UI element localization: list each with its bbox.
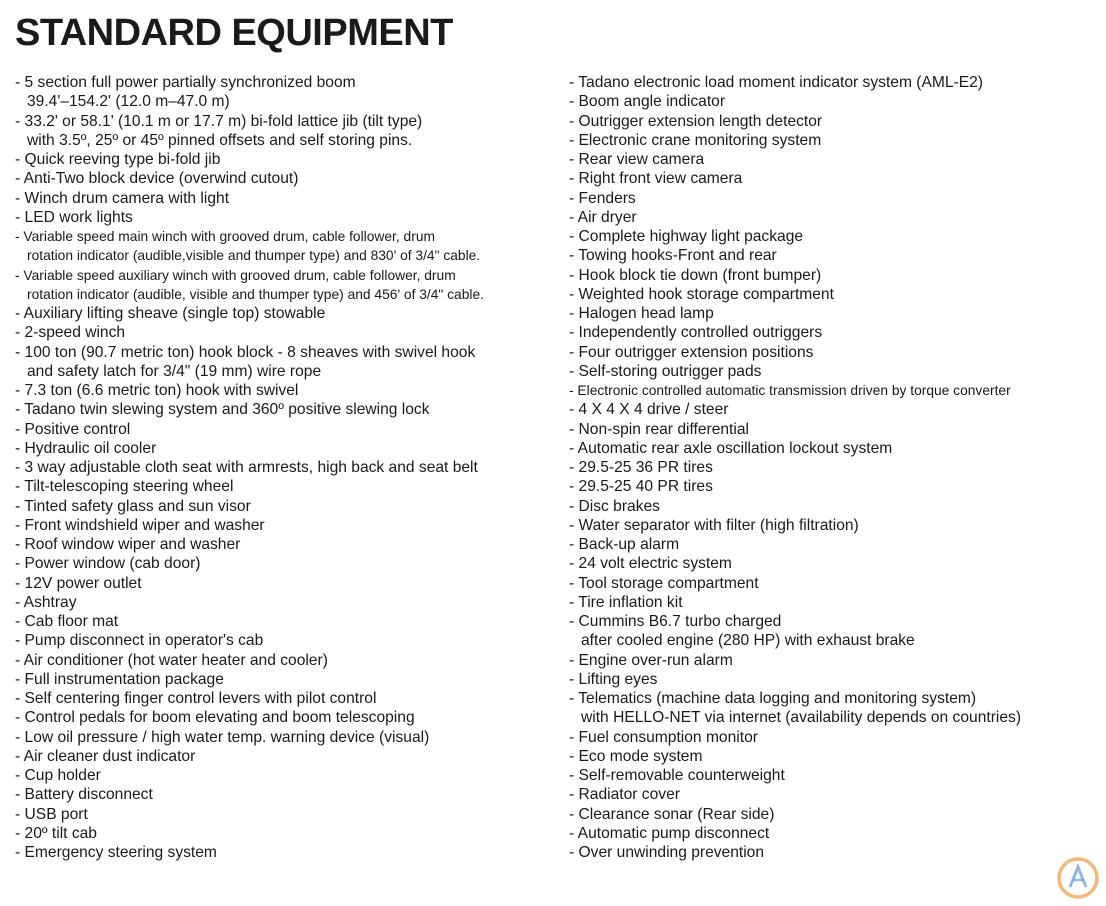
equipment-item-text: - Variable speed main winch with grooved drum, cable follower, drum: [15, 229, 435, 244]
equipment-list-item: [15, 304, 550, 323]
equipment-item-text: - LED work lights: [15, 208, 133, 226]
equipment-item-text: - Hydraulic oil cooler: [15, 439, 157, 457]
equipment-item-text: - 33.2' or 58.1' (10.1 m or 17.7 m) bi-fold lattice jib (tilt type): [15, 112, 423, 130]
equipment-list-item: [569, 477, 1099, 496]
equipment-list-item: [569, 420, 1099, 439]
right-equipment-list: [569, 73, 1099, 862]
equipment-list-item: [15, 497, 550, 516]
equipment-item-text: - Air dryer: [569, 208, 637, 226]
equipment-list-item: [15, 824, 550, 843]
equipment-item-text: - Cup holder: [15, 767, 101, 784]
equipment-list-item: [569, 439, 1099, 458]
left-equipment-list: [15, 73, 550, 862]
equipment-item-text: - Fenders: [569, 189, 636, 207]
equipment-item-text: - Fuel consumption monitor: [569, 728, 758, 746]
equipment-item-continuation: with 3.5º, 25º or 45º pinned offsets and self storing pins.: [27, 131, 413, 149]
equipment-item-text: - Tilt-telescoping steering wheel: [15, 478, 234, 496]
equipment-item-text: - Air cleaner dust indicator: [15, 747, 196, 765]
equipment-item-text: - Winch drum camera with light: [15, 189, 230, 207]
equipment-item-text: - Automatic pump disconnect: [569, 824, 770, 842]
equipment-item-text: - Power window (cab door): [15, 555, 201, 573]
equipment-item-text: - 3 way adjustable cloth seat with armrests, high back and seat belt: [15, 459, 478, 476]
equipment-item-text: - Tool storage compartment: [569, 574, 759, 592]
crane-network-logo-icon: [1056, 856, 1100, 900]
equipment-list-item: [569, 689, 1099, 728]
equipment-item-text: - 2-speed winch: [15, 324, 126, 342]
equipment-item-text: - 20º tilt cab: [15, 824, 97, 842]
equipment-list-item: [569, 728, 1099, 747]
equipment-item-text: - Back-up alarm: [569, 536, 680, 553]
equipment-item-text: - Hook block tie down (front bumper): [569, 266, 822, 284]
equipment-item-text: - Engine over-run alarm: [569, 651, 733, 669]
equipment-item-text: - Low oil pressure / high water temp. warning device (visual): [15, 728, 430, 746]
equipment-item-text: - Tadano twin slewing system and 360º positive slewing lock: [15, 401, 430, 419]
equipment-item-text: - 4 X 4 X 4 drive / steer: [569, 401, 729, 419]
equipment-list-item: [569, 343, 1099, 362]
equipment-list-item: [569, 785, 1099, 804]
equipment-item-text: - 24 volt electric system: [569, 555, 732, 573]
equipment-item-continuation: with HELLO-NET via internet (availability depends on countries): [581, 709, 1022, 727]
equipment-list-item: [15, 805, 550, 824]
equipment-list-item: [15, 112, 550, 151]
equipment-item-text: - Tire inflation kit: [569, 593, 683, 611]
equipment-list-item: [15, 150, 550, 169]
equipment-item-text: - Emergency steering system: [15, 844, 217, 861]
equipment-item-continuation: after cooled engine (280 HP) with exhaust brake: [581, 632, 915, 650]
equipment-item-text: - Independently controlled outriggers: [569, 324, 823, 342]
equipment-list-item: [569, 612, 1099, 651]
equipment-list-item: [15, 574, 550, 593]
equipment-item-continuation: 39.4'–154.2' (12.0 m–47.0 m): [27, 93, 230, 111]
equipment-item-text: - Self-removable counterweight: [569, 767, 785, 784]
equipment-item-text: - Halogen head lamp: [569, 305, 714, 322]
equipment-list-item: [15, 535, 550, 554]
equipment-list-item: [569, 593, 1099, 612]
equipment-list-item: [15, 554, 550, 573]
equipment-list-item: [15, 477, 550, 496]
equipment-item-text: - Radiator cover: [569, 786, 680, 804]
equipment-list-item: [569, 554, 1099, 573]
equipment-list-item: [569, 766, 1099, 785]
equipment-item-text: - Eco mode system: [569, 747, 703, 765]
equipment-list-item: [15, 208, 550, 227]
equipment-item-text: - Boom angle indicator: [569, 93, 726, 111]
equipment-list-item: [569, 516, 1099, 535]
equipment-list-item: [569, 304, 1099, 323]
equipment-item-text: - Electronic crane monitoring system: [569, 131, 822, 149]
equipment-item-text: - Tadano electronic load moment indicator system (AML-E2): [569, 74, 983, 91]
equipment-item-text: - Tinted safety glass and sun visor: [15, 497, 251, 515]
equipment-list-item: [15, 381, 550, 400]
equipment-item-text: - Disc brakes: [569, 497, 660, 515]
equipment-list-item: [569, 670, 1099, 689]
equipment-item-text: - 100 ton (90.7 metric ton) hook block - 8 sheaves with swivel hook: [15, 343, 476, 361]
equipment-item-text: - Four outrigger extension positions: [569, 343, 814, 361]
equipment-item-continuation: rotation indicator (audible,visible and thumper type) and 830' of 3/4" cable.: [27, 248, 481, 264]
equipment-item-text: - Air conditioner (hot water heater and cooler): [15, 651, 328, 669]
equipment-list-item: [15, 343, 550, 382]
equipment-list-item: [569, 285, 1099, 304]
equipment-list-item: [569, 92, 1099, 111]
equipment-list-item: [15, 785, 550, 804]
equipment-item-continuation: rotation indicator (audible, visible and thumper type) and 456' of 3/4" cable.: [27, 286, 484, 302]
equipment-list-item: [569, 574, 1099, 593]
equipment-item-text: - 7.3 ton (6.6 metric ton) hook with swivel: [15, 382, 299, 399]
equipment-item-text: - Right front view camera: [569, 170, 743, 188]
equipment-list-item: [569, 266, 1099, 285]
equipment-list-item: [569, 323, 1099, 342]
page-title: STANDARD EQUIPMENT: [15, 12, 453, 54]
equipment-item-text: - Auxiliary lifting sheave (single top) stowable: [15, 305, 326, 322]
equipment-list-item: [15, 458, 550, 477]
equipment-item-text: - Towing hooks-Front and rear: [569, 247, 777, 265]
equipment-item-text: - Positive control: [15, 420, 131, 438]
equipment-item-text: - 5 section full power partially synchronized boom: [15, 74, 356, 91]
equipment-list-item: [569, 497, 1099, 516]
equipment-list-item: [15, 766, 550, 785]
equipment-list-item: [569, 747, 1099, 766]
equipment-list-item: [15, 516, 550, 535]
equipment-item-continuation: and safety latch for 3/4" (19 mm) wire rope: [27, 362, 322, 380]
equipment-list-item: [569, 189, 1099, 208]
equipment-item-text: - Water separator with filter (high filtration): [569, 516, 859, 534]
equipment-list-item: [569, 169, 1099, 188]
equipment-list-item: [569, 824, 1099, 843]
equipment-item-text: - Control pedals for boom elevating and boom telescoping: [15, 709, 415, 727]
equipment-item-text: - 29.5-25 36 PR tires: [569, 459, 713, 476]
equipment-list-item: [569, 651, 1099, 670]
equipment-item-text: - Quick reeving type bi-fold jib: [15, 151, 221, 168]
equipment-item-text: - Cab floor mat: [15, 613, 119, 630]
equipment-list-item: [15, 73, 550, 112]
equipment-item-text: - Telematics (machine data logging and monitoring system): [569, 690, 977, 707]
equipment-item-text: - Pump disconnect in operator's cab: [15, 632, 264, 650]
equipment-item-text: - Ashtray: [15, 593, 77, 611]
equipment-list-item: [569, 150, 1099, 169]
equipment-list-item: [15, 651, 550, 670]
equipment-item-text: - 12V power outlet: [15, 574, 142, 592]
equipment-list-item: [569, 246, 1099, 265]
equipment-item-text: - Cummins B6.7 turbo charged: [569, 613, 782, 630]
equipment-list-item: [569, 131, 1099, 150]
equipment-item-text: - USB port: [15, 805, 88, 823]
equipment-list-item: [15, 400, 550, 419]
equipment-list-item: [15, 169, 550, 188]
equipment-list-item: [569, 112, 1099, 131]
equipment-list-item: [569, 208, 1099, 227]
equipment-list-item: [15, 843, 550, 862]
equipment-list-item: [15, 612, 550, 631]
equipment-item-text: - Lifting eyes: [569, 670, 658, 688]
equipment-list-item: [15, 266, 550, 305]
equipment-list-item: [569, 73, 1099, 92]
equipment-list-item: [15, 420, 550, 439]
equipment-item-text: - Automatic rear axle oscillation lockout system: [569, 439, 893, 457]
equipment-list-item: [15, 323, 550, 342]
equipment-item-text: - Variable speed auxiliary winch with grooved drum, cable follower, drum: [15, 267, 456, 283]
equipment-list-item: [569, 805, 1099, 824]
equipment-list-item: [15, 439, 550, 458]
equipment-item-text: - Roof window wiper and washer: [15, 536, 241, 553]
equipment-list-item: [569, 381, 1099, 400]
equipment-item-text: - Complete highway light package: [569, 228, 804, 245]
equipment-list-item: [15, 631, 550, 650]
equipment-item-text: - Self-storing outrigger pads: [569, 362, 762, 380]
equipment-item-text: - Rear view camera: [569, 151, 705, 168]
equipment-item-text: - Full instrumentation package: [15, 670, 224, 688]
equipment-list-item: [15, 689, 550, 708]
equipment-list-item: [15, 747, 550, 766]
equipment-list-item: [569, 843, 1099, 862]
equipment-item-text: - Front windshield wiper and washer: [15, 516, 265, 534]
equipment-item-text: - Electronic controlled automatic transmission driven by torque converter: [569, 383, 1011, 398]
equipment-list-item: [569, 227, 1099, 246]
equipment-item-text: - Weighted hook storage compartment: [569, 285, 834, 303]
equipment-list-item: [569, 535, 1099, 554]
equipment-list-item: [569, 362, 1099, 381]
equipment-item-text: - Anti-Two block device (overwind cutout): [15, 170, 299, 188]
equipment-list-item: [569, 400, 1099, 419]
equipment-item-text: - Self centering finger control levers with pilot control: [15, 690, 377, 707]
equipment-list-item: [569, 458, 1099, 477]
equipment-item-text: - Over unwinding prevention: [569, 844, 765, 861]
equipment-list-item: [15, 227, 550, 266]
equipment-item-text: - 29.5-25 40 PR tires: [569, 478, 713, 496]
equipment-list-item: [15, 189, 550, 208]
equipment-list-item: [15, 708, 550, 727]
equipment-list-item: [15, 593, 550, 612]
equipment-item-text: - Outrigger extension length detector: [569, 112, 823, 130]
equipment-item-text: - Battery disconnect: [15, 786, 153, 804]
equipment-list-item: [15, 728, 550, 747]
equipment-item-text: - Non-spin rear differential: [569, 420, 749, 438]
equipment-item-text: - Clearance sonar (Rear side): [569, 805, 775, 823]
equipment-list-item: [15, 670, 550, 689]
